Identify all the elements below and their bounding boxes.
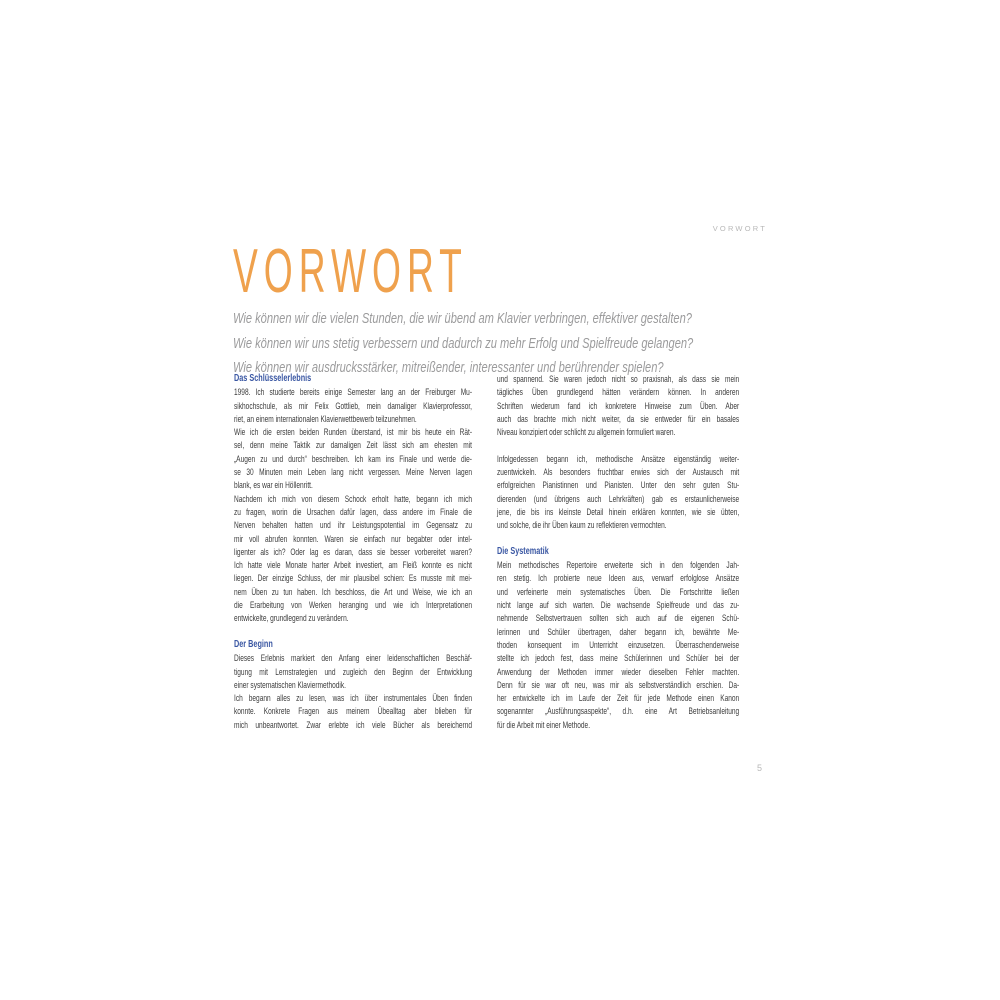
running-header: VORWORT — [712, 224, 767, 233]
body-text-line: Wie ich die ersten beiden Runden überstand, ist mir bis heute ein Rät- — [234, 426, 472, 438]
body-text-line: und verfeinerte mein systematisches Üben. Die Fortschritte ließen — [497, 585, 740, 597]
body-text-line: sel, denn meine Taktik zur damaligen Zeit lässt sich am ehesten mit — [234, 439, 472, 451]
body-text-line: tigung mit Lernstrategien und zugleich den Beginn der Entwicklung — [234, 665, 472, 677]
body-text-line: Mein methodisches Repertoire erweiterte sich in den folgenden Jah- — [497, 559, 740, 571]
body-text-line: mich unbeantwortet. Zwar erlebte ich viele Bücher als bereichernd — [234, 718, 472, 730]
body-text-line: entwickelte, grundlegend zu verändern. — [234, 612, 349, 624]
body-text-line: und solche, die ihr Üben kaum zu reflektieren vermochten. — [497, 519, 667, 531]
body-text-line: Nachdem ich mich von diesem Schock erholt hatte, begann ich mich — [234, 492, 472, 504]
body-text-line: ren stetig. Ich probierte neue Ideen aus, verwarf erfolglose Ansätze — [497, 572, 740, 584]
text-column-left — [234, 372, 472, 731]
body-text-line: sikhochschule, als mir Felix Gottlieb, mein damaliger Klavierprofessor, — [234, 399, 472, 411]
body-text-line: mir voll abrufen konnten. Waren sie einfach nur begabter oder intel- — [234, 532, 472, 544]
body-text-line: her entwickelte ich im Laufe der Zeit für jede Methode einen Kanon — [497, 692, 740, 704]
body-text-line: zu fragen, worin die Ursachen dafür lagen, dass andere im Finale die — [234, 505, 472, 517]
body-text-line: Niveau konzipiert oder schlicht zu allgemein formuliert waren. — [497, 426, 676, 438]
body-text-line: tägliches Üben grundlegend hätten verändern können. In anderen — [497, 386, 740, 398]
body-text-line: Dieses Erlebnis markiert den Anfang einer leidenschaftlichen Beschäf- — [234, 652, 472, 664]
body-text-line: ligenter als ich? Oder lag es daran, dass sie besser vorbereitet waren? — [234, 545, 472, 557]
body-text-line: blank, es war ein Höllenritt. — [234, 479, 313, 491]
intro-question: Wie können wir ausdrucksstärker, mitreißender, interessanter und berührender spielen? — [233, 359, 664, 376]
paragraph-gap — [234, 625, 472, 638]
body-text-line: und spannend. Sie waren jedoch nicht so praxisnah, als dass sie mein — [497, 373, 740, 384]
body-text-line: liegen. Der einzige Schluss, der mir plausibel schien: Es musste mit mei- — [234, 572, 472, 584]
body-text-line: Nerven behalten hatten und ihr Leistungspotential im Gegensatz zu — [234, 519, 472, 531]
body-text-line: zuentwickeln. Als besonders fruchtbar erwies sich der Austausch mit — [497, 466, 740, 478]
body-text-line: erfolgreichen Pianistinnen und Pianisten. Unter den sehr guten Stu- — [497, 479, 740, 491]
body-text-line: auch das brachte mich nicht weiter, da sie entweder für ein basales — [497, 412, 740, 424]
body-text-line: stellte ich jedoch fest, dass meine Schülerinnen und Schüler bei der — [497, 652, 740, 664]
body-text-line: Ich begann alles zu lesen, was ich über instrumentales Üben finden — [234, 692, 472, 704]
body-text-line: 1998. Ich studierte bereits einige Semester lang an der Freiburger Mu- — [234, 386, 472, 398]
body-text-line: thoden konsequent im Unterricht einzusetzen. Überraschenderweise — [497, 638, 740, 650]
body-text-line: se 30 Minuten mein Leben lang nicht vergessen. Meine Nerven lagen — [234, 466, 472, 478]
section-heading: Das Schlüsselerlebnis — [234, 373, 312, 384]
body-text-line: lerinnen und Schüler übertragen, daher begann ich, bewährte Me- — [497, 625, 740, 637]
body-text-line: Schriften wiederum fand ich konkretere Hinweise zum Üben. Aber — [497, 399, 740, 411]
body-text-line: nicht lange auf sich warten. Die wachsende Spielfreude und das zu- — [497, 599, 740, 611]
section-heading: Die Systematik — [497, 545, 549, 557]
body-text-line: jene, die bis ins kleinste Detail hinein erklären konnten, wie sie übten, — [497, 505, 740, 517]
body-text-line: nehmende Selbstvertrauen sollten sich auch auf die eigenen Schü- — [497, 612, 740, 624]
body-text-line: dierenden (und übrigens auch Lehrkräften) gab es erstaunlicherweise — [497, 492, 740, 504]
body-text-line: Anwendung der Methoden immer wieder dieselben Fehler machten. — [497, 665, 740, 677]
body-text-line: „Augen zu und durch“ beschreiben. Ich kam ins Finale und werde die- — [234, 452, 472, 464]
paragraph-gap — [497, 438, 739, 451]
body-text-line: Denn für sie war oft neu, was mir als selbstverständlich erschien. Da- — [497, 678, 740, 690]
text-column-right — [497, 372, 739, 731]
body-text-line: nem Üben zu tun haben. Ich beschloss, die Art und Weise, wie ich an — [234, 585, 472, 597]
body-text-line: Infolgedessen begann ich, methodische Ansätze eigenständig weiter- — [497, 452, 740, 464]
page-number: 5 — [757, 763, 763, 773]
page-title: VORWORT — [233, 237, 468, 306]
body-text-line: die Erarbeitung von Werken heranging und wie ich Interpretationen — [234, 599, 472, 611]
intro-questions — [233, 307, 693, 381]
body-text-line: sogenannter „Ausführungsaspekte“, d.h. eine Art Betriebsanleitung — [497, 705, 740, 717]
section-heading: Der Beginn — [234, 638, 273, 650]
intro-question: Wie können wir die vielen Stunden, die wir übend am Klavier verbringen, effektiver gestalten? — [233, 310, 692, 327]
body-text-line: Ich hatte viele Monate harter Arbeit investiert, am Fleiß konnte es nicht — [234, 559, 472, 571]
intro-question: Wie können wir uns stetig verbessern und dadurch zu mehr Erfolg und Spielfreude gelangen? — [233, 334, 694, 352]
body-text-line: einer systematischen Klaviermethodik. — [234, 678, 346, 690]
body-text-line: für die Arbeit mit einer Methode. — [497, 718, 591, 730]
body-text-line: riet, an einem internationalen Klavierwettbewerb teilzunehmen. — [234, 412, 417, 424]
body-text-line: konnte. Konkrete Fragen aus meinem Übealltag aber blieben für — [234, 705, 472, 717]
paragraph-gap — [497, 532, 739, 545]
